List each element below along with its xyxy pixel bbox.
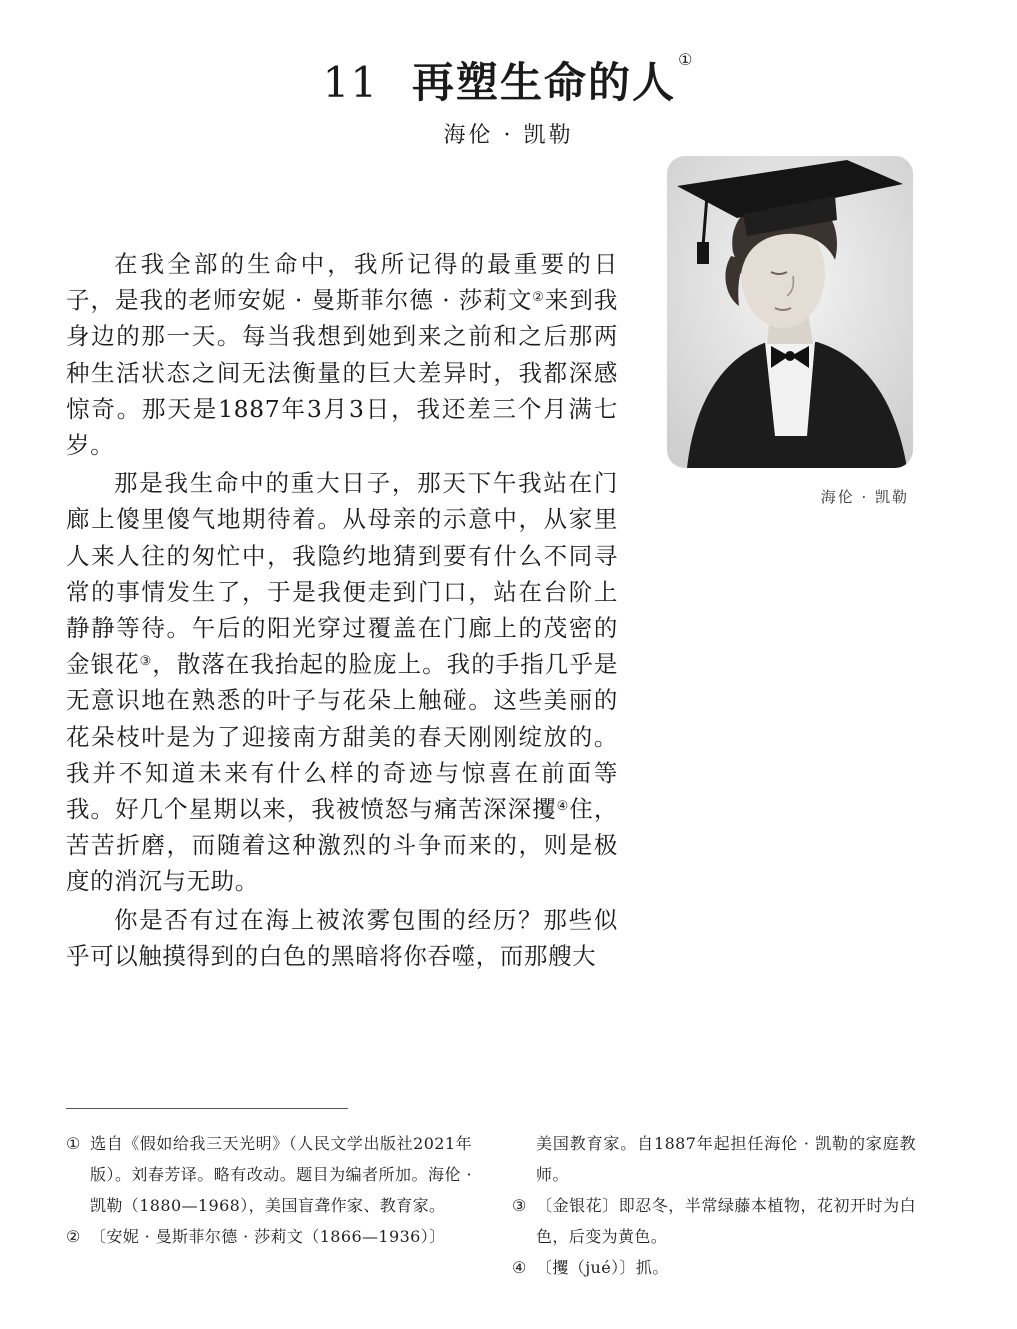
footnote-marker-2[interactable]: ② bbox=[532, 290, 545, 306]
author-portrait bbox=[667, 156, 913, 468]
lesson-number: 11 bbox=[322, 58, 379, 108]
footnotes-left-column bbox=[66, 1128, 472, 1252]
lesson-title bbox=[0, 50, 1017, 110]
paragraph-2: 那是我生命中的重大日子，那天下午我站在门廊上傻里傻气地期待着。从母亲的示意中，从家里人来人往的匆忙中，我隐约地猜到要有什么不同寻常的事情发生了，于是我便走到门口，站在台阶上静静等待。午后的阳光穿过覆盖在门廊上的茂密的金银花③，散落在我抬起的脸庞上。我的手指几乎是无意识地在熟悉的叶子与花朵上触碰。这些美丽的花朵枝叶是为了迎接南方甜美的春天刚刚绽放的。我并不知道未来有什么样的奇迹与惊喜在前面等我。好几个星期以来，我被愤怒与痛苦深深攫④住，苦苦折磨，而随着这种激烈的斗争而来的，则是极度的消沉与无助。 bbox=[66, 469, 619, 896]
footnotes-right-column bbox=[512, 1128, 916, 1283]
footnote-1: ① 选自《假如给我三天光明》（人民文学出版社2021年版）。刘春芳译。略有改动。题目为编者所加。海伦 · 凯勒（1880—1968），美国盲聋作家、教育家。 bbox=[66, 1134, 472, 1215]
footnote-marker-4[interactable]: ④ bbox=[556, 799, 570, 815]
footnote-2-continued: 美国教育家。自1887年起担任海伦 · 凯勒的家庭教师。 bbox=[536, 1134, 916, 1184]
title-footnote-marker[interactable]: ① bbox=[678, 50, 695, 70]
article-body bbox=[66, 246, 618, 976]
footnote-3: ③ 〔金银花〕即忍冬，半常绿藤本植物，花初开时为白色，后变为黄色。 bbox=[512, 1196, 916, 1246]
portrait-caption: 海伦 · 凯勒 bbox=[820, 488, 909, 506]
lesson-title-text: 再塑生命的人 bbox=[412, 58, 677, 108]
paragraph-3: 你是否有过在海上被浓雾包围的经历？那些似乎可以触摸得到的白色的黑暗将你吞噬，而那艘大 bbox=[66, 905, 618, 970]
footnote-2: ② 〔安妮 · 曼斯菲尔德 · 莎莉文（1866—1936）〕 bbox=[66, 1227, 446, 1246]
paragraph-1: 在我全部的生命中，我所记得的最重要的日子，是我的老师安妮 · 曼斯菲尔德 · 莎莉文②来到我身边的那一天。每当我想到她到来之前和之后那两种生活状态之间无法衡量的巨大差异时，我都深感惊奇。那天是1887年3月3日，我还差三个月满七岁。 bbox=[66, 250, 618, 460]
footnote-divider bbox=[66, 1108, 348, 1109]
footnote-marker-3[interactable]: ③ bbox=[139, 654, 153, 670]
author-name: 海伦 · 凯勒 bbox=[443, 123, 574, 148]
footnote-4: ④ 〔攫（jué）〕抓。 bbox=[512, 1258, 669, 1277]
portrait-image bbox=[667, 156, 913, 468]
